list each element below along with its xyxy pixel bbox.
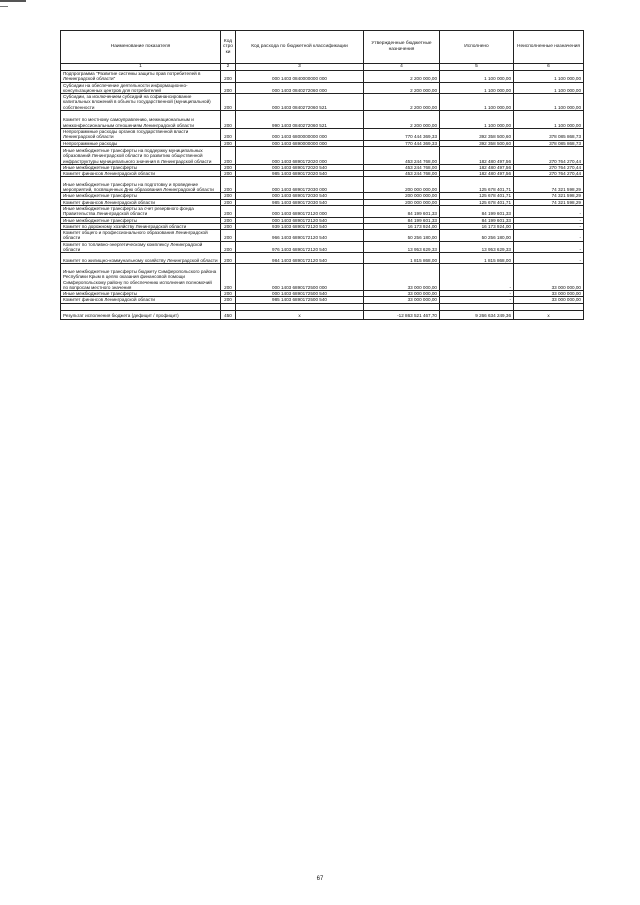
row-line-code: 200 <box>221 146 236 164</box>
row-approved: 770 444 369,33 <box>364 128 440 140</box>
row-name: Непрограммные расходы <box>61 140 221 146</box>
col-number: 5 <box>440 64 514 71</box>
row-budget-code: 000 1403 6890172020 000 <box>236 146 364 164</box>
row-executed: 125 678 401,71 <box>440 193 514 199</box>
row-approved: 200 000 000,00 <box>364 199 440 205</box>
row-approved: -12 863 521 467,70 <box>364 310 440 319</box>
row-name: Иные межбюджетные трансферты <box>61 193 221 199</box>
row-approved: 33 000 000,00 <box>364 291 440 297</box>
row-unexecuted: - <box>514 230 584 242</box>
result-section <box>61 303 584 319</box>
row-unexecuted: 1 100 000,00 <box>514 110 584 128</box>
table-row <box>61 230 584 242</box>
row-budget-code: 000 1403 6890172120 000 <box>236 205 364 217</box>
row-approved: 2 200 000,00 <box>364 82 440 94</box>
row-budget-code: 000 1403 6890172500 000 <box>236 264 364 291</box>
table-row <box>61 264 584 291</box>
row-executed: 9 266 634 249,36 <box>440 310 514 319</box>
row-budget-code: 000 1403 6890172500 540 <box>236 291 364 297</box>
row-approved: 2 200 000,00 <box>364 94 440 111</box>
row-unexecuted: - <box>514 217 584 223</box>
row-unexecuted: 378 085 868,73 <box>514 140 584 146</box>
row-unexecuted: 33 000 000,00 <box>514 291 584 297</box>
row-approved: 1 815 868,00 <box>364 253 440 264</box>
row-budget-code: 985 1403 6890172500 540 <box>236 297 364 303</box>
row-name: Комитет по местному самоуправлению, межнациональным и межконфессиональным отношениям Ленинградской области <box>61 110 221 128</box>
row-name: Субсидии на обеспечение деятельности информационно-консультационных центров для потребителей <box>61 82 221 94</box>
row-budget-code: 939 1403 6890172120 540 <box>236 223 364 229</box>
col-number: 4 <box>364 64 440 71</box>
row-executed: - <box>440 291 514 297</box>
row-line-code: 200 <box>221 230 236 242</box>
row-unexecuted: 74 321 598,29 <box>514 193 584 199</box>
row-approved: 13 953 629,33 <box>364 241 440 253</box>
row-line-code: 200 <box>221 291 236 297</box>
row-name: Комитет по жилищно-коммунальному хозяйству Ленинградской области <box>61 253 221 264</box>
row-line-code: 200 <box>221 205 236 217</box>
row-name: Подпрограмма "Развитие системы защиты прав потребителей в Ленинградской области" <box>61 71 221 83</box>
table-row <box>61 177 584 193</box>
header-row <box>61 31 584 64</box>
row-line-code: 200 <box>221 253 236 264</box>
row-name: Непрограммные расходы органов государственной власти Ленинградской области <box>61 128 221 140</box>
row-budget-code: 000 1403 6800000000 000 <box>236 128 364 140</box>
row-name: Иные межбюджетные трансферты <box>61 164 221 170</box>
row-unexecuted: - <box>514 223 584 229</box>
row-executed: 392 358 500,60 <box>440 128 514 140</box>
row-unexecuted: 1 100 000,00 <box>514 94 584 111</box>
row-name: Иные межбюджетные трансферты на подготовку и проведение мероприятий, посвященных Дню образования Ленинградской области <box>61 177 221 193</box>
row-executed: 16 173 924,00 <box>440 223 514 229</box>
row-approved: 453 244 768,00 <box>364 164 440 170</box>
row-executed: 1 100 000,00 <box>440 71 514 83</box>
row-approved: 84 199 601,33 <box>364 205 440 217</box>
table-row <box>61 205 584 217</box>
row-line-code: 200 <box>221 223 236 229</box>
row-line-code: 200 <box>221 94 236 111</box>
row-line-code: 200 <box>221 128 236 140</box>
row-approved: 84 199 601,33 <box>364 217 440 223</box>
row-line-code: 200 <box>221 297 236 303</box>
row-executed: 125 678 401,71 <box>440 177 514 193</box>
row-executed: 182 480 497,56 <box>440 171 514 177</box>
row-unexecuted: 270 764 270,44 <box>514 146 584 164</box>
table-row <box>61 146 584 164</box>
table-row <box>61 253 584 264</box>
row-approved: 33 000 000,00 <box>364 264 440 291</box>
row-executed: 13 953 629,33 <box>440 241 514 253</box>
row-unexecuted: - <box>514 253 584 264</box>
col-number: 6 <box>514 64 584 71</box>
row-budget-code: 000 1403 0840000000 000 <box>236 71 364 83</box>
row-name: Иные межбюджетные трансферты <box>61 217 221 223</box>
table-row <box>61 71 584 83</box>
row-budget-code: 976 1403 6890172120 540 <box>236 241 364 253</box>
row-executed: 182 480 497,56 <box>440 146 514 164</box>
row-approved: 50 256 180,00 <box>364 230 440 242</box>
row-executed: 84 199 601,33 <box>440 217 514 223</box>
row-approved: 2 200 000,00 <box>364 110 440 128</box>
row-approved: 453 244 768,00 <box>364 146 440 164</box>
row-unexecuted: 33 000 000,00 <box>514 297 584 303</box>
row-budget-code: 000 1403 6890172030 540 <box>236 193 364 199</box>
row-executed: 392 358 500,60 <box>440 140 514 146</box>
row-budget-code: 985 1403 6890172020 540 <box>236 171 364 177</box>
row-line-code: 200 <box>221 164 236 170</box>
row-unexecuted: х <box>514 310 584 319</box>
row-line-code: 200 <box>221 82 236 94</box>
row-executed: 125 678 401,71 <box>440 199 514 205</box>
row-name: Субсидии, за исключением субсидий на софинансирование капитальных вложений в объекты государственной (муниципальной) собственности <box>61 94 221 111</box>
column-numbers-row <box>61 64 584 71</box>
row-executed: 1 100 000,00 <box>440 82 514 94</box>
header-budget-code: Код расхода по бюджетной классификации <box>236 31 364 64</box>
row-line-code: 200 <box>221 199 236 205</box>
scan-edge-tick <box>0 6 8 7</box>
row-budget-code: 990 1403 0840272060 521 <box>236 110 364 128</box>
row-budget-code: 000 1403 6890172120 540 <box>236 217 364 223</box>
row-unexecuted: 74 321 598,29 <box>514 177 584 193</box>
row-line-code: 200 <box>221 177 236 193</box>
row-executed: 1 100 000,00 <box>440 110 514 128</box>
row-approved: 33 000 000,00 <box>364 297 440 303</box>
row-budget-code: 984 1403 6890172120 540 <box>236 253 364 264</box>
row-unexecuted: - <box>514 241 584 253</box>
row-unexecuted: 378 085 868,73 <box>514 128 584 140</box>
row-budget-code: х <box>236 310 364 319</box>
row-name: Иные межбюджетные трансферты за счет резервного фонда Правительства Ленинградской области <box>61 205 221 217</box>
row-executed: 50 256 180,00 <box>440 230 514 242</box>
header-name: Наименование показателя <box>61 31 221 64</box>
row-line-code: 200 <box>221 71 236 83</box>
row-budget-code: 000 1403 6890000000 000 <box>236 140 364 146</box>
table-row <box>61 241 584 253</box>
row-name: Иные межбюджетные трансферты бюджету Симферопольского района Республики Крым в целях оказания финансовой помощи Симферопольскому району по обеспечению исполнения полномочий по вопросам местного значения <box>61 264 221 291</box>
row-name: Иные межбюджетные трансферты на поддержку муниципальных образований Ленинградской области по развитию общественной инфраструктуры муниципального значения в Ленинградской области <box>61 146 221 164</box>
row-unexecuted: 1 100 000,00 <box>514 71 584 83</box>
table-body <box>61 71 584 304</box>
row-unexecuted: 33 000 000,00 <box>514 264 584 291</box>
table-row <box>61 128 584 140</box>
spacer-row <box>61 303 584 310</box>
header-line-code: Код стро ки <box>221 31 236 64</box>
row-approved: 200 000 000,00 <box>364 193 440 199</box>
row-unexecuted: 1 100 000,00 <box>514 82 584 94</box>
row-budget-code: 000 1403 6890172020 540 <box>236 164 364 170</box>
row-approved: 453 244 768,00 <box>364 171 440 177</box>
row-executed: 1 815 868,00 <box>440 253 514 264</box>
row-executed: 1 100 000,00 <box>440 94 514 111</box>
row-executed: 182 480 497,56 <box>440 164 514 170</box>
row-name: Комитет финансов Ленинградской области <box>61 297 221 303</box>
row-name: Результат исполнения бюджета (дефицит / профицит) <box>61 310 221 319</box>
budget-execution-table <box>60 30 584 320</box>
row-line-code: 200 <box>221 110 236 128</box>
header-unexecuted: Неисполненные назначения <box>514 31 584 64</box>
row-approved: 2 200 000,00 <box>364 71 440 83</box>
row-line-code: 200 <box>221 241 236 253</box>
row-budget-code: 966 1403 6890172120 540 <box>236 230 364 242</box>
result-row <box>61 310 584 319</box>
table-row <box>61 199 584 205</box>
row-budget-code: 000 1403 0840272060 000 <box>236 82 364 94</box>
row-budget-code: 000 1403 6890172030 000 <box>236 177 364 193</box>
header-approved: Утвержденные бюджетные назначения <box>364 31 440 64</box>
col-number: 3 <box>236 64 364 71</box>
row-line-code: 200 <box>221 264 236 291</box>
table-row <box>61 223 584 229</box>
row-budget-code: 985 1403 6890172030 540 <box>236 199 364 205</box>
table-row <box>61 110 584 128</box>
row-name: Комитет финансов Ленинградской области <box>61 171 221 177</box>
col-number: 1 <box>61 64 221 71</box>
row-name: Комитет по топливно-энергетическому комплексу Ленинградской области <box>61 241 221 253</box>
table-row <box>61 94 584 111</box>
header-executed: Исполнено <box>440 31 514 64</box>
row-line-code: 200 <box>221 140 236 146</box>
row-executed: - <box>440 297 514 303</box>
row-line-code: 200 <box>221 193 236 199</box>
table-row <box>61 82 584 94</box>
row-unexecuted: 270 764 270,44 <box>514 171 584 177</box>
page-number: 67 <box>316 876 324 882</box>
row-line-code: 450 <box>221 310 236 319</box>
row-name: Комитет финансов Ленинградской области <box>61 199 221 205</box>
scan-edge-mark <box>0 0 26 2</box>
row-name: Комитет общего и профессионального образования Ленинградской области <box>61 230 221 242</box>
row-executed: 84 199 601,33 <box>440 205 514 217</box>
row-executed: - <box>440 264 514 291</box>
col-number: 2 <box>221 64 236 71</box>
row-name: Иные межбюджетные трансферты <box>61 291 221 297</box>
table-row <box>61 171 584 177</box>
row-line-code: 200 <box>221 217 236 223</box>
row-approved: 16 173 924,00 <box>364 223 440 229</box>
row-line-code: 200 <box>221 171 236 177</box>
row-budget-code: 000 1403 0840272060 521 <box>236 94 364 111</box>
row-unexecuted: - <box>514 205 584 217</box>
row-approved: 200 000 000,00 <box>364 177 440 193</box>
row-name: Комитет по дорожному хозяйству Ленинградской области <box>61 223 221 229</box>
row-unexecuted: 270 764 270,44 <box>514 164 584 170</box>
row-unexecuted: 74 321 598,29 <box>514 199 584 205</box>
row-approved: 770 444 369,33 <box>364 140 440 146</box>
